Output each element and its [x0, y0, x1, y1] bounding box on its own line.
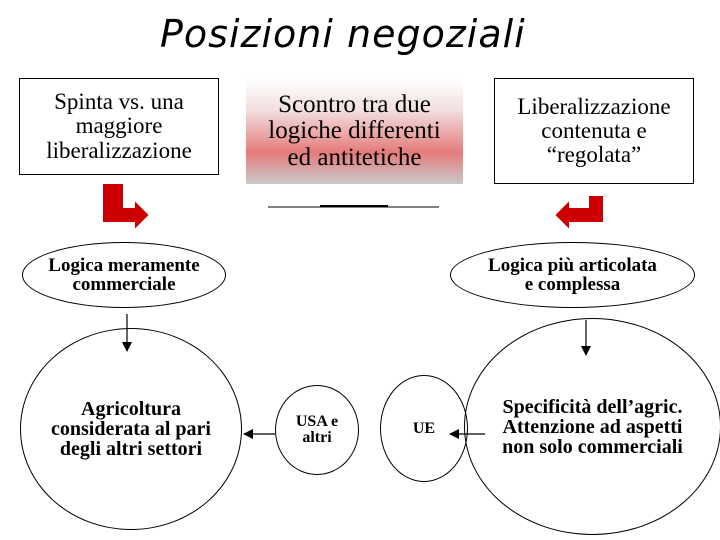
oval-line: Specificità dell’agric. [502, 395, 683, 418]
oval-line: altri [302, 429, 332, 446]
slide-title: Posizioni negoziali [160, 12, 526, 56]
box-line: Scontro tra due [278, 91, 431, 119]
oval-line: USA e [295, 413, 339, 430]
oval-line: considerata al pari [51, 418, 211, 440]
oval-line: Logica meramente [48, 255, 200, 276]
bent-arrow-left [102, 183, 150, 231]
oval-line: degli altri settori [59, 438, 203, 460]
oval-line: non solo commerciali [502, 435, 683, 458]
box-line: Spinta vs. una [54, 89, 184, 115]
oval-line: UE [412, 419, 436, 437]
box-line: ed antitetiche [287, 143, 422, 171]
box-line: Liberalizzazione [517, 93, 671, 119]
box-line: contenuta e [541, 117, 647, 143]
oval-line: Logica più articolata [488, 255, 657, 276]
box-line: logiche differenti [268, 117, 441, 145]
oval-line: commerciale [72, 274, 176, 295]
oval-line: Attenzione ad aspetti [502, 415, 683, 438]
oval-line: e complessa [524, 274, 621, 295]
oval-line: Agricoltura [81, 398, 181, 420]
box-line: maggiore [75, 113, 163, 139]
bent-arrow-right [554, 195, 604, 231]
box-line: liberalizzazione [46, 137, 192, 163]
box-line: “regolata” [546, 142, 642, 168]
